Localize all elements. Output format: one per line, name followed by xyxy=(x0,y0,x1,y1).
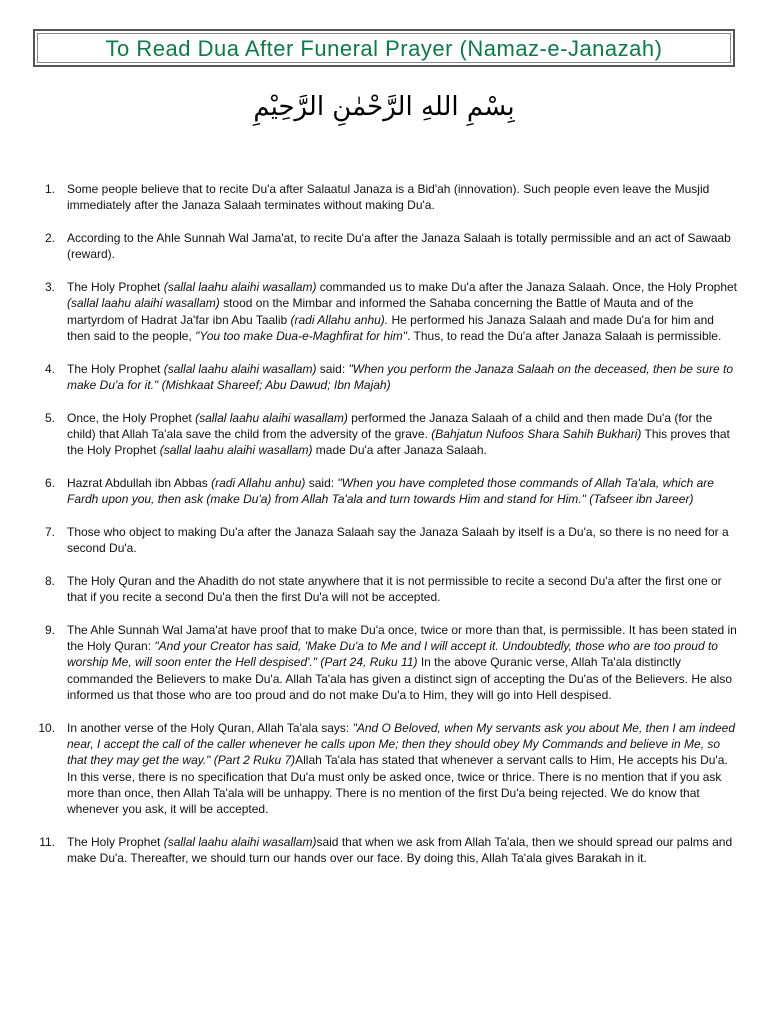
numbered-list xyxy=(0,181,768,883)
italic-text: (sallal laahu alaihi wasallam) xyxy=(195,410,348,425)
list-item xyxy=(0,720,768,818)
body-text: Those who object to making Du'a after the Janaza Salaah say the Janaza Salaah by itself is a Du'a, so there is no need for a second Du'a. xyxy=(67,524,729,556)
list-item-number: 3. xyxy=(44,279,55,294)
body-text: The Holy Prophet xyxy=(67,361,164,376)
italic-text: (sallal laahu alaihi wasallam) xyxy=(159,443,313,458)
italic-text: (sallal laahu alaihi wasallam) xyxy=(163,279,317,294)
body-text: Once, the Holy Prophet xyxy=(67,410,196,425)
list-item-number: 6. xyxy=(44,475,55,490)
list-item xyxy=(0,622,768,703)
italic-text: (radi Allahu anhu). xyxy=(290,312,389,327)
body-text: Hazrat Abdullah ibn Abbas xyxy=(67,475,212,490)
body-text: stood on the Mimbar and informed the Sahaba concerning the Battle of Mauta and of the martyrdom of Hadrat Ja'far ibn Abu Taalib xyxy=(67,296,694,327)
italic-text: (Bahjatun Nufoos Shara Sahih Bukhari) xyxy=(431,426,642,441)
body-text: He performed his Janaza Salaah and made Du'a for him and then said to the people, xyxy=(67,312,714,343)
list-item-number: 9. xyxy=(44,622,55,637)
page-title: To Read Dua After Funeral Prayer (Namaz-e-Janazah) xyxy=(105,36,663,61)
body-text: Allah Ta'ala has stated that whenever a servant calls to Him, He accepts his Du'a. In this verse, there is no specification that Du'a must only be asked once, twice or thrice. There is no mention that if you ask more than once, then Allah Ta'ala will be unhappy. There is no mention of the first Du'a being rejected. We do know that whenever you ask, it will be accepted. xyxy=(67,753,728,817)
list-item-number: 4. xyxy=(44,361,55,376)
italic-text: "When you have completed those commands of Allah Ta'ala, which are Fardh upon you, then ask (make Du'a) from Allah Ta'ala and turn towards Him and stand for Him." (Tafseer ibn Jareer) xyxy=(67,475,714,507)
body-text: In another verse of the Holy Quran, Allah Ta'ala says: xyxy=(67,720,353,735)
body-text: said: xyxy=(316,361,349,376)
italic-text: "And O Beloved, when My servants ask you about Me, then I am indeed near, I accept the call of the caller whenever he calls upon Me; then they should obey My Commands and believe in Me, so that they may get the way." (Part 2 Ruku 7) xyxy=(67,720,736,768)
list-item-number: 7. xyxy=(44,524,55,539)
body-text: The Holy Prophet xyxy=(67,279,164,294)
list-item xyxy=(0,475,768,508)
body-text: The Holy Quran and the Ahadith do not state anywhere that it is not permissible to recite a second Du'a after the first one or that if you recite a second Du'a then the first Du'a will not be accepted. xyxy=(67,573,722,605)
list-item xyxy=(0,230,768,263)
list-item-number: 10. xyxy=(38,720,55,735)
italic-text: (sallal laahu alaihi wasallam) xyxy=(163,834,317,849)
body-text: The Ahle Sunnah Wal Jama'at have proof that to make Du'a once, twice or more than that, is permissible. It has been stated in the Holy Quran: xyxy=(67,622,737,654)
body-text: This proves that the Holy Prophet xyxy=(67,426,730,458)
list-item xyxy=(0,834,768,867)
list-item xyxy=(0,181,768,214)
list-item xyxy=(0,361,768,394)
italic-text: "And your Creator has said, 'Make Du'a to Me and I will accept it. Undoubtedly, those who are too proud to worship Me, will soon enter the Hell despised'." (Part 24, Ruku 11) xyxy=(67,639,718,670)
italic-text: (radi Allahu anhu) xyxy=(211,475,306,490)
basmala-calligraphy: بِسْمِ اللهِ الرَّحْمٰنِ الرَّحِيْمِ xyxy=(253,92,515,122)
body-text: said that when we ask from Allah Ta'ala, then we should spread our palms and make Du'a. Thereafter, we should turn our hands over our face. By doing this, Allah Ta'ala gives Barakah in it. xyxy=(67,834,733,866)
list-item xyxy=(0,573,768,606)
list-item xyxy=(0,410,768,459)
list-item-number: 5. xyxy=(44,410,55,425)
body-text: . Thus, to read the Du'a after Janaza Salaah is permissible. xyxy=(407,328,722,343)
body-text: said: xyxy=(305,475,338,490)
italic-text: "You too make Dua-e-Maghfirat for him" xyxy=(195,328,408,343)
list-item-number: 11. xyxy=(39,834,55,849)
italic-text: (sallal laahu alaihi wasallam) xyxy=(163,361,317,376)
italic-text: "When you perform the Janaza Salaah on the deceased, then be sure to make Du'a for it." (Mishkaat Shareef; Abu Dawud; Ibn Majah) xyxy=(67,361,733,392)
list-item-number: 2. xyxy=(44,230,55,245)
italic-text: (sallal laahu alaihi wasallam) xyxy=(67,296,220,311)
body-text: The Holy Prophet xyxy=(67,834,164,849)
list-item-number: 1. xyxy=(44,182,55,196)
body-text: In the above Quranic verse, Allah Ta'ala distinctly commanded the Believers to make Du'a. Allah Ta'ala has given a distinct sign of accepting the Du'as of the Believers. He also informed us that those who are too proud and do not make Du'a to Him, they will go into Hell despised. xyxy=(67,655,733,702)
list-item xyxy=(0,524,768,557)
title-frame xyxy=(33,29,735,67)
body-text: commanded us to make Du'a after the Janaza Salaah. Once, the Holy Prophet xyxy=(316,279,737,294)
list-item-number: 8. xyxy=(44,573,55,588)
body-text: According to the Ahle Sunnah Wal Jama'at, to recite Du'a after the Janaza Salaah is totally permissible and an act of Sawaab (reward). xyxy=(67,230,731,262)
body-text: performed the Janaza Salaah of a child and then made Du'a (for the child) that Allah Ta'ala save the child from the adversity of the grave. xyxy=(67,410,713,441)
body-text: Some people believe that to recite Du'a after Salaatul Janaza is a Bid'ah (innovation). Such people even leave the Musjid immediately after the Janaza Salaah terminates without making Du'a. xyxy=(67,182,710,213)
list-item xyxy=(0,279,768,344)
body-text: made Du'a after Janaza Salaah. xyxy=(312,443,487,458)
